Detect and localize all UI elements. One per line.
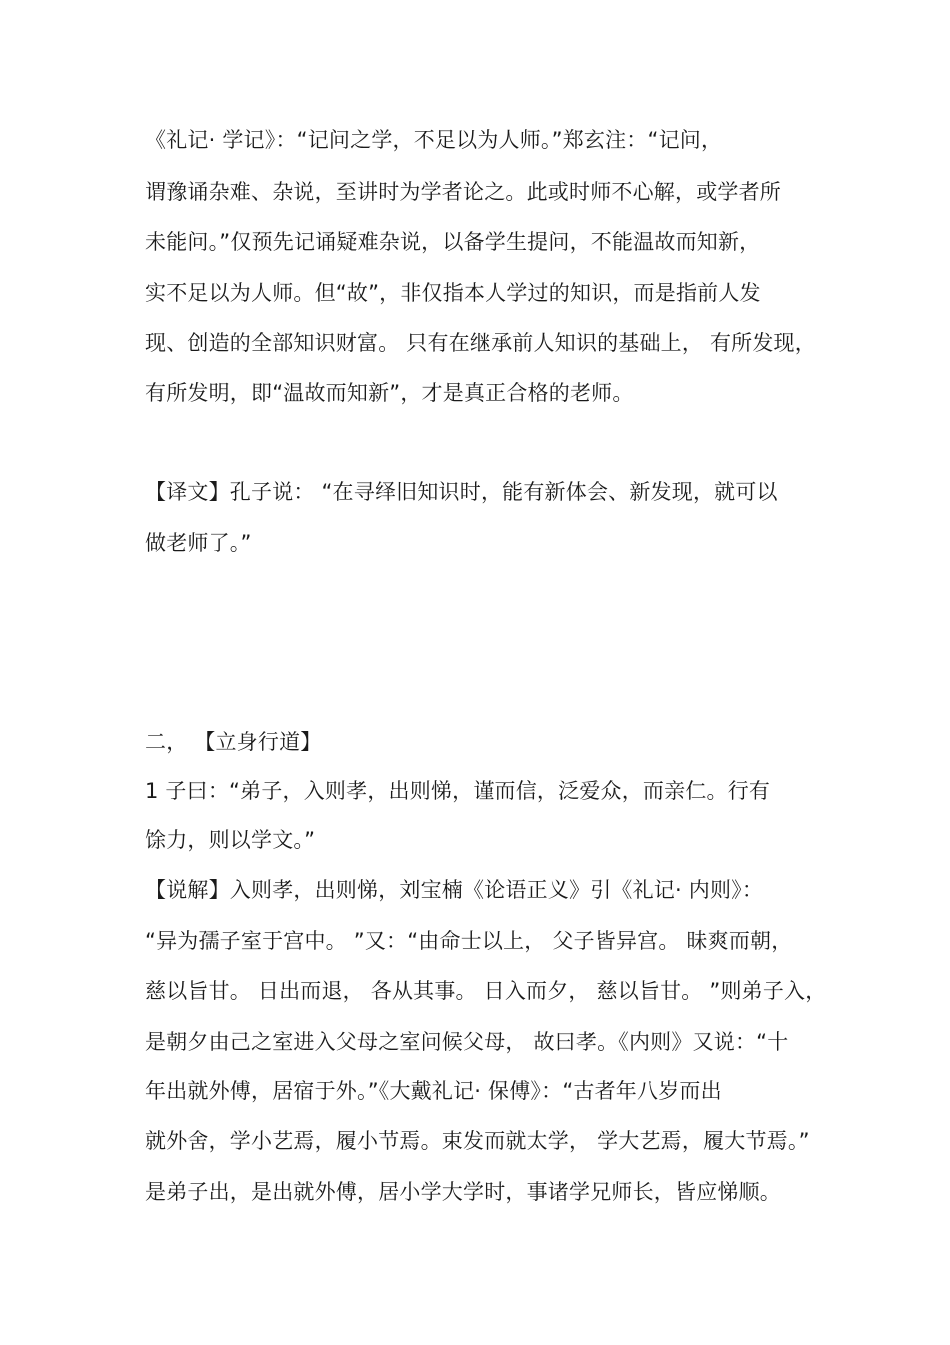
- commentary-line: 未能问。”仅预先记诵疑难杂说，以备学生提问，不能温故而知新，: [145, 230, 761, 254]
- explanation-line: 是朝夕由己之室进入父母之室问候父母， 故曰孝。《内则》又说：“十: [145, 1030, 789, 1054]
- explanation-line: 就外舍，学小艺焉，履小节焉。束发而就太学， 学大艺焉，履大节焉。”: [145, 1129, 810, 1153]
- commentary-line: 有所发明，即“温故而知新”，才是真正合格的老师。: [145, 381, 634, 405]
- explanation-line: 慈以旨甘。 日出而退， 各从其事。 日入而夕， 慈以旨甘。 ”则弟子入，: [145, 979, 827, 1003]
- explanation-line: 【说解】入则孝，出则悌，刘宝楠《论语正义》引《礼记· 内则》：: [145, 878, 764, 902]
- explanation-line: “异为孺子室于宫中。 ”又：“由命士以上， 父子皆异宫。 昧爽而朝，: [145, 929, 793, 953]
- commentary-line: 现、创造的全部知识财富。 只有在继承前人知识的基础上， 有所发现，: [145, 331, 816, 355]
- translation-line: 【译文】孔子说： “在寻绎旧知识时，能有新体会、新发现，就可以: [145, 480, 778, 504]
- translation-line: 做老师了。”: [145, 531, 252, 555]
- explanation-line: 是弟子出，是出就外傅，居小学大学时，事诸学兄师长，皆应悌顺。: [145, 1180, 781, 1204]
- quote-line: 馀力，则以学文。”: [145, 828, 316, 852]
- quote-line: 1 子曰：“弟子，入则孝，出则悌，谨而信，泛爱众，而亲仁。行有: [145, 779, 771, 803]
- commentary-line: 实不足以为人师。但“故”，非仅指本人学过的知识，而是指前人发: [145, 281, 761, 305]
- commentary-line: 谓豫诵杂难、杂说，至讲时为学者论之。此或时师不心解，或学者所: [145, 180, 781, 204]
- section-heading: 二， 【立身行道】: [145, 730, 322, 754]
- explanation-line: 年出就外傅，居宿于外。”《大戴礼记· 保傅》：“古者年八岁而出: [145, 1079, 722, 1103]
- commentary-line: 《礼记· 学记》：“记问之学，不足以为人师。”郑玄注：“记问，: [145, 128, 723, 152]
